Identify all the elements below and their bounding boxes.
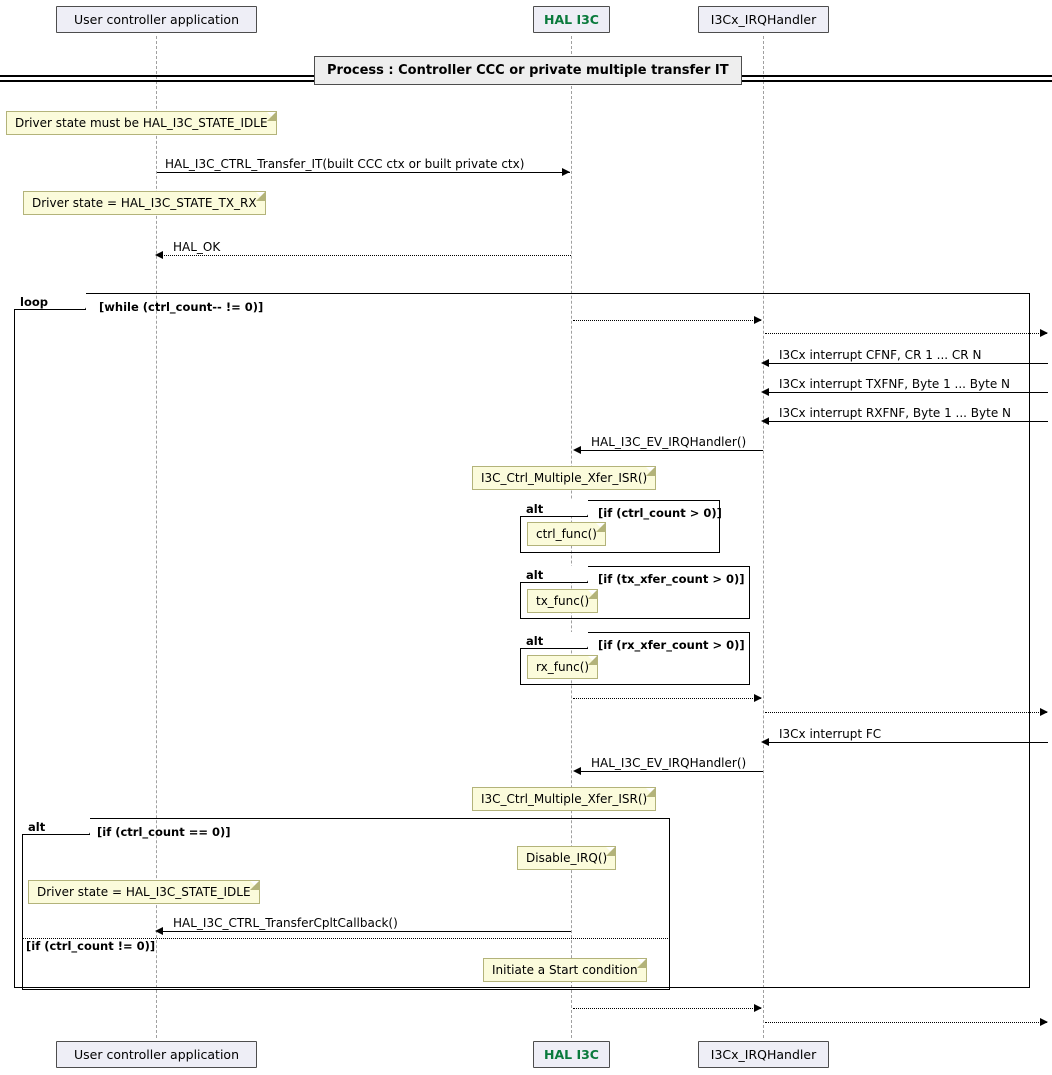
fragment-loop-label: loop [14, 293, 86, 310]
arrow-int-txfnf [761, 388, 769, 396]
participant-irq-top[interactable]: I3Cx_IRQHandler [698, 6, 829, 33]
message-label-int-rxfnf: I3Cx interrupt RXFNF, Byte 1 ... Byte N [779, 406, 1012, 420]
note-tx-func [527, 589, 598, 613]
note-text: ctrl_func() [536, 527, 597, 541]
message-line-int-rxfnf [766, 421, 1048, 422]
arrow-exit-irq-out [1040, 1018, 1048, 1026]
fragment-alt-tx-label: alt [520, 566, 588, 583]
arrow-isr-return [754, 694, 762, 702]
arrow-transfer-it [562, 168, 570, 176]
message-line-isr-return [573, 698, 761, 699]
arrow-loop-hal-irq [754, 316, 762, 324]
message-label-transfer-it: HAL_I3C_CTRL_Transfer_IT(built CCC ctx or built private ctx) [165, 157, 525, 171]
arrow-transfer-cplt [155, 927, 163, 935]
fragment-alt-rx-label: alt [520, 632, 588, 649]
note-start-cond [483, 958, 647, 982]
message-line-int-fc [766, 742, 1048, 743]
participant-user-bottom[interactable]: User controller application [56, 1041, 257, 1068]
note-isr-2 [472, 787, 656, 811]
message-line-transfer-it [157, 172, 570, 173]
message-line-exit-irq-out [765, 1022, 1047, 1023]
message-line-loop-irq-out [765, 333, 1047, 334]
arrow-ev-irq-1 [573, 446, 581, 454]
message-label-ev-irq-1: HAL_I3C_EV_IRQHandler() [591, 435, 747, 449]
participant-hal-bottom[interactable]: HAL I3C [533, 1041, 610, 1068]
participant-user-top[interactable]: User controller application [56, 6, 257, 33]
message-label-int-cfnf: I3Cx interrupt CFNF, CR 1 ... CR N [779, 348, 982, 362]
note-ctrl-func [527, 522, 606, 546]
note-text: Driver state = HAL_I3C_STATE_IDLE [37, 885, 251, 899]
fragment-alt-end-condition: [if (ctrl_count == 0)] [97, 825, 231, 839]
message-line-irq-out-2 [765, 712, 1047, 713]
note-idle-state [6, 111, 277, 135]
message-line-int-txfnf [766, 392, 1048, 393]
note-text: I3C_Ctrl_Multiple_Xfer_ISR() [481, 471, 648, 485]
arrow-int-rxfnf [761, 417, 769, 425]
fragment-alt-ctrl-condition: [if (ctrl_count > 0)] [598, 506, 722, 520]
note-text: I3C_Ctrl_Multiple_Xfer_ISR() [481, 792, 648, 806]
arrow-loop-irq-out [1040, 329, 1048, 337]
arrow-irq-out-2 [1040, 708, 1048, 716]
fragment-loop-condition: [while (ctrl_count-- != 0)] [99, 300, 264, 314]
message-label-int-fc: I3Cx interrupt FC [779, 727, 882, 741]
message-line-transfer-cplt [160, 931, 571, 932]
arrow-int-fc [761, 738, 769, 746]
message-line-loop-hal-irq [573, 320, 761, 321]
participant-irq-bottom[interactable]: I3Cx_IRQHandler [698, 1041, 829, 1068]
note-rx-func [527, 655, 598, 679]
note-text: tx_func() [536, 594, 590, 608]
fragment-alt-end-label: alt [22, 818, 90, 835]
fragment-alt-tx-condition: [if (tx_xfer_count > 0)] [598, 572, 745, 586]
arrow-ev-irq-2 [573, 767, 581, 775]
message-line-exit-hal-irq [573, 1008, 761, 1009]
message-line-ev-irq-1 [578, 450, 763, 451]
message-label-hal-ok: HAL_OK [173, 240, 221, 254]
note-isr-1 [472, 466, 656, 490]
note-text: Disable_IRQ() [526, 851, 608, 865]
message-line-int-cfnf [766, 363, 1048, 364]
note-txrx-state [23, 191, 266, 215]
fragment-alt-ctrl-label: alt [520, 500, 588, 517]
message-line-hal-ok [160, 255, 571, 256]
arrow-int-cfnf [761, 359, 769, 367]
message-line-ev-irq-2 [578, 771, 763, 772]
note-text: Initiate a Start condition [492, 963, 638, 977]
note-text: Driver state must be HAL_I3C_STATE_IDLE [15, 116, 268, 130]
note-text: Driver state = HAL_I3C_STATE_TX_RX [32, 196, 257, 210]
participant-hal-top[interactable]: HAL I3C [533, 6, 610, 33]
message-label-ev-irq-2: HAL_I3C_EV_IRQHandler() [591, 756, 747, 770]
arrow-exit-hal-irq [754, 1004, 762, 1012]
note-text: rx_func() [536, 660, 590, 674]
note-disable-irq [517, 846, 616, 870]
fragment-alt-end-else-condition: [if (ctrl_count != 0)] [26, 939, 156, 953]
message-label-int-txfnf: I3Cx interrupt TXFNF, Byte 1 ... Byte N [779, 377, 1011, 391]
fragment-alt-rx-condition: [if (rx_xfer_count > 0)] [598, 638, 745, 652]
arrow-hal-ok [155, 251, 163, 259]
note-idle-state-2 [28, 880, 260, 904]
message-label-transfer-cplt: HAL_I3C_CTRL_TransferCpltCallback() [173, 916, 398, 930]
process-title: Process : Controller CCC or private multiple transfer IT [314, 56, 742, 85]
